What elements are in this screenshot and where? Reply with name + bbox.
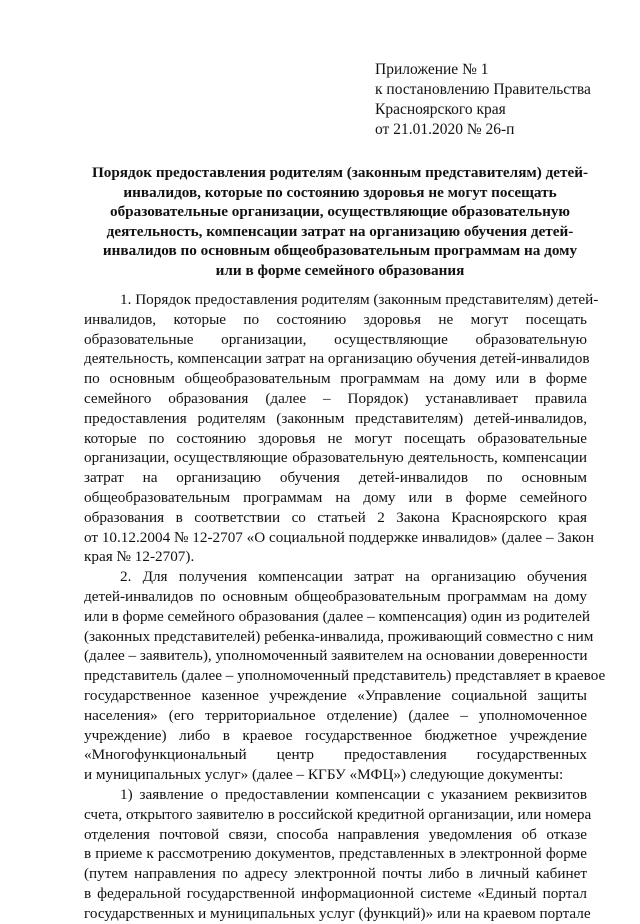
text-line: отделения почтовой связи, способа направления уведомления об отказе [84,825,587,843]
annex-date: от 21.01.2020 № 26-п [375,121,515,138]
text-line: в федеральной государственной информационной системе «Единый портал [84,884,587,902]
text-line: образования в соответствии со статьей 2 Закона Красноярского края [84,508,587,526]
paragraph-1 [84,290,599,567]
text-line: семейного образования (далее – Порядок) устанавливает правила [84,389,587,407]
annex-header [375,60,625,140]
text-line: учреждение) либо в краевое государственное бюджетное учреждение [84,726,587,744]
text-line: деятельность, компенсации затрат на организацию обучения детей-инвалидов [84,350,590,368]
text-line: 2. Для получения компенсации затрат на организацию обучения [120,568,587,586]
text-line: края № 12-2707). [84,548,195,566]
text-line: 1) заявление о предоставлении компенсации с указанием реквизитов [120,785,587,803]
title-line: или в форме семейного образования [215,261,465,279]
text-line: представитель (далее – уполномоченный представитель) представляет в краевое [84,667,606,685]
text-line: предоставления родителям (законным представителям) детей-инвалидов, [84,409,587,427]
text-line: которые по состоянию здоровья не могут посещать образовательные [84,429,587,447]
paragraph-3 [84,785,592,924]
text-line: детей-инвалидов по основным общеобразовательным программам на дому [84,587,587,605]
text-line: в приеме к рассмотрению документов, представленных в электронной форме [84,845,587,863]
annex-number: Приложение № 1 [375,61,489,78]
annex-region: Красноярского края [375,101,506,118]
title-line: образовательные организации, осуществляющие образовательную [109,203,571,221]
text-line: (путем направления по адресу электронной почты либо в личный кабинет [84,865,587,883]
annex-resolution: к постановлению Правительства [375,81,591,98]
document-title [80,163,600,281]
text-line: затрат на организацию обучения детей-инвалидов по основным [84,469,587,487]
text-line: (далее – заявитель), уполномоченный заявителем на основании доверенности [84,647,588,665]
text-line: (законных представителей) ребенка-инвалида, проживающий совместно с ним [84,627,594,645]
title-line: инвалидов, которые по состоянию здоровья не могут посещать [123,183,557,201]
text-line: по основным общеобразовательным программам на дому или в форме [84,370,587,388]
paragraph-2 [84,567,606,785]
text-line: или в форме семейного образования (далее – компенсация) один из родителей [84,607,591,625]
text-line: от 10.12.2004 № 12-2707 «О социальной поддержке инвалидов» (далее – Закон [84,528,595,546]
text-line: организации, осуществляющие образовательную деятельность, компенсации [84,449,587,467]
text-line: образовательные организации, осуществляющие образовательную [84,330,587,348]
text-line: государственных и муниципальных услуг (функций)» или на краевом портале [84,904,591,922]
text-line: государственное казенное учреждение «Управление социальной защиты [84,686,587,704]
title-line: инвалидов по основным общеобразовательным программам на дому [102,242,578,260]
document-body [84,290,606,924]
title-line: Порядок предоставления родителям (законным представителям) детей- [91,164,589,181]
text-line: общеобразовательным программам на дому или в форме семейного [84,488,587,506]
text-line: инвалидов, которые по состоянию здоровья не могут посещать [84,310,587,328]
text-line: счета, открытого заявителю в российской кредитной организации, или номера [84,805,592,823]
text-line: 1. Порядок предоставления родителям (законным представителям) детей- [120,291,599,308]
title-line: деятельность, компенсации затрат на организацию обучения детей- [106,222,574,240]
text-line: «Многофункциональный центр предоставления государственных [84,746,587,764]
text-line: населения» (его территориальное отделение) (далее – уполномоченное [84,706,587,724]
text-line: и муниципальных услуг» (далее – КГБУ «МФЦ») следующие документы: [84,766,564,784]
